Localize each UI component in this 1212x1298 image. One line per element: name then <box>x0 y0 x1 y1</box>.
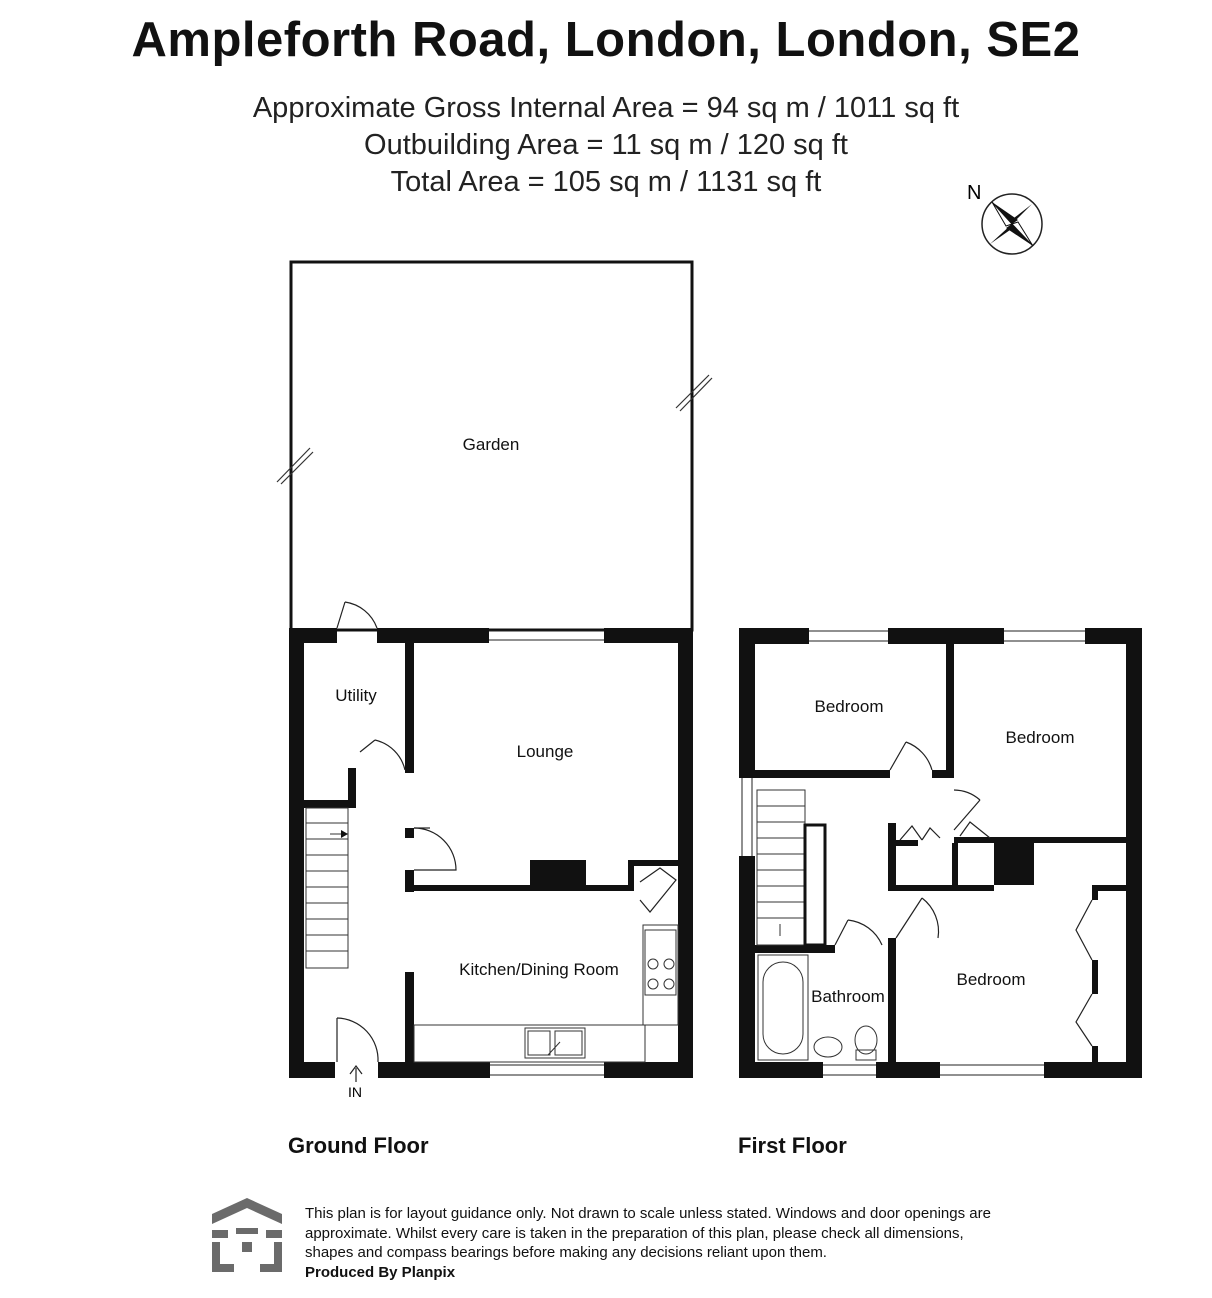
entrance-label: IN <box>348 1084 362 1100</box>
ground-floor-plan <box>289 602 693 1100</box>
planpix-logo-icon <box>208 1198 286 1274</box>
produced-by: Produced By Planpix <box>305 1263 456 1281</box>
first-floor-label: First Floor <box>738 1133 847 1158</box>
outbuilding-area: Outbuilding Area = 11 sq m / 120 sq ft <box>364 129 848 161</box>
entrance-arrow-icon <box>350 1066 362 1082</box>
plan-title: Ampleforth Road, London, London, SE2 <box>131 13 1081 67</box>
room-label-garden: Garden <box>462 435 520 454</box>
room-label-kitchen-dining: Kitchen/Dining Room <box>459 960 619 979</box>
room-label-bedroom-2: Bedroom <box>1005 728 1075 747</box>
total-area: Total Area = 105 sq m / 1131 sq ft <box>390 166 822 198</box>
disclaimer-text: This plan is for layout guidance only. Not drawn to scale unless stated. Windows and door openings are approximate. Whilst every care is taken in the preparation of this plan, please check all dimensions, shapes and compass bearings before making any decisions reliant upon them. <box>305 1205 991 1261</box>
room-label-lounge: Lounge <box>516 742 574 761</box>
room-label-bedroom-1: Bedroom <box>814 697 884 716</box>
gross-internal-area: Approximate Gross Internal Area = 94 sq m / 1011 sq ft <box>252 92 960 124</box>
garden-area <box>277 262 712 630</box>
compass-north-label: N <box>967 182 982 204</box>
compass-icon <box>967 182 1042 254</box>
room-label-utility: Utility <box>335 686 377 705</box>
room-label-bathroom: Bathroom <box>811 987 885 1006</box>
ground-floor-label: Ground Floor <box>288 1133 429 1158</box>
room-label-bedroom-3: Bedroom <box>956 970 1026 989</box>
disclaimer <box>305 1204 1005 1282</box>
first-floor-plan <box>739 628 1142 1078</box>
